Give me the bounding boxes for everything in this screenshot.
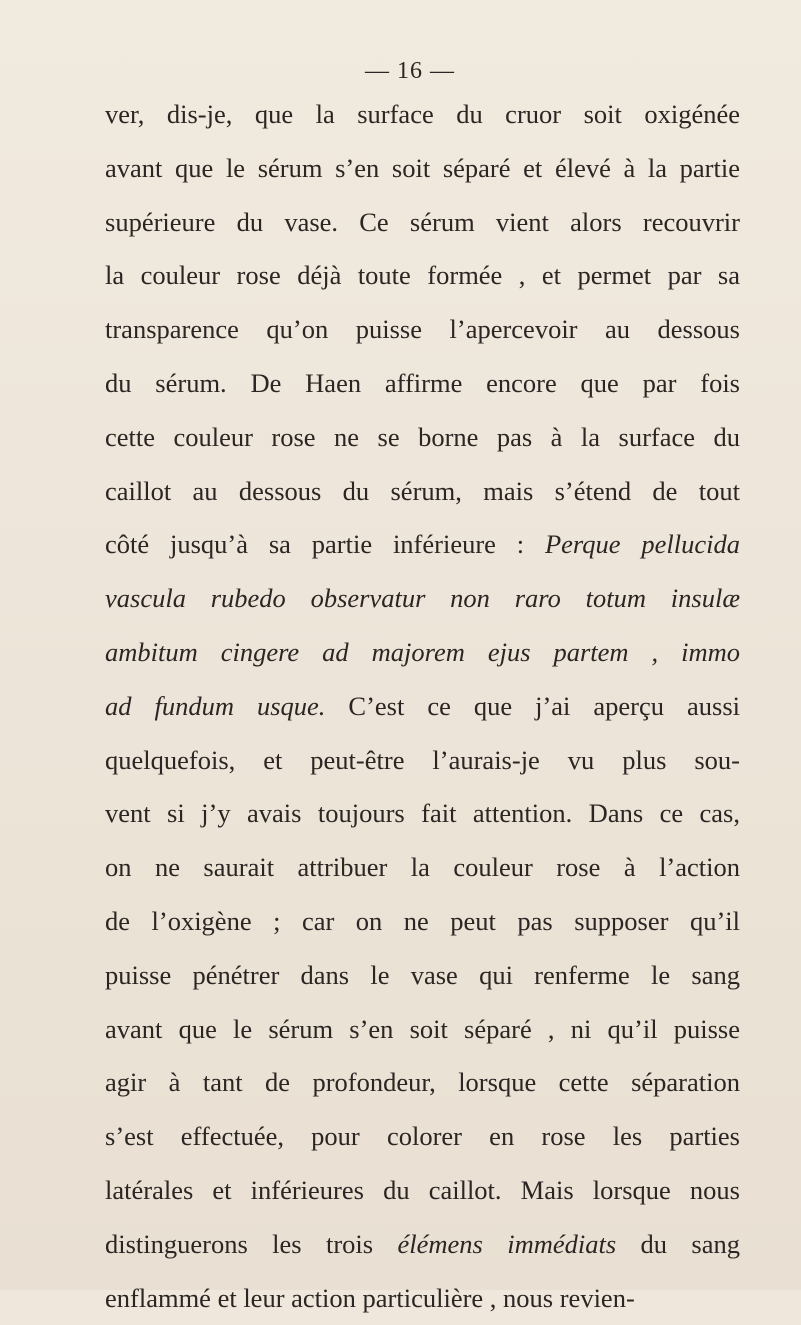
latin-quote-line-2: vascula rubedo observatur non raro totum insulæ	[105, 583, 740, 614]
text-line-15: on ne saurait attribuer la couleur rose à l’action	[105, 852, 740, 883]
text-line-7: cette couleur rose ne se borne pas à la surface du	[105, 421, 740, 452]
text-line-3: supérieure du vase. Ce sérum vient alors recouvrir	[105, 206, 740, 237]
latin-quote-end: ad fundum usque.	[105, 690, 326, 721]
text-line-22	[105, 1218, 740, 1272]
text-line-14: vent si j’y avais toujours fait attention. Dans ce cas,	[105, 798, 740, 829]
text-line-9	[105, 518, 740, 572]
text-line-20: s’est effectuée, pour colorer en rose les parties	[105, 1121, 740, 1152]
text-line-13: quelquefois, et peut-être l’aurais-je vu plus sou-	[105, 744, 740, 775]
text-line-5: transparence qu’on puisse l’apercevoir au dessous	[105, 314, 740, 345]
text-line-8: caillot au dessous du sérum, mais s’étend de tout	[105, 475, 740, 506]
page-number: — 16 —	[365, 58, 455, 84]
text-line-18: avant que le sérum s’en soit séparé , ni qu’il puisse	[105, 1013, 740, 1044]
text-line-2: avant que le sérum s’en soit séparé et élevé à la partie	[105, 152, 740, 183]
body-text	[105, 88, 740, 1325]
text-line-9-normal: côté jusqu’à sa partie inférieure :	[105, 529, 545, 560]
text-line-12	[105, 680, 740, 734]
text-line-19: agir à tant de profondeur, lorsque cette séparation	[105, 1067, 740, 1098]
text-line-17: puisse pénétrer dans le vase qui renferme le sang	[105, 959, 740, 990]
text-line-23: enflammé et leur action particulière , nous revien-	[105, 1282, 635, 1313]
text-line-1: ver, dis-je, que la surface du cruor soit oxigénée	[105, 99, 740, 129]
text-line-22-normal-b: du sang	[616, 1228, 740, 1259]
latin-quote-start: Perque pellucida	[544, 529, 740, 560]
text-line-16: de l’oxigène ; car on ne peut pas supposer qu’il	[105, 905, 740, 936]
text-line-12-normal: C’est ce que j’ai aperçu aussi	[325, 690, 740, 721]
latin-quote-line-3: ambitum cingere ad majorem ejus partem , immo	[105, 636, 740, 667]
text-line-4: la couleur rose déjà toute formée , et permet par sa	[105, 260, 740, 291]
italic-term: élémens immédiats	[397, 1228, 617, 1259]
text-line-6: du sérum. De Haen affirme encore que par fois	[105, 367, 740, 398]
text-line-22-normal-a: distinguerons les trois	[105, 1228, 398, 1259]
text-line-21: latérales et inférieures du caillot. Mais lorsque nous	[105, 1174, 740, 1205]
